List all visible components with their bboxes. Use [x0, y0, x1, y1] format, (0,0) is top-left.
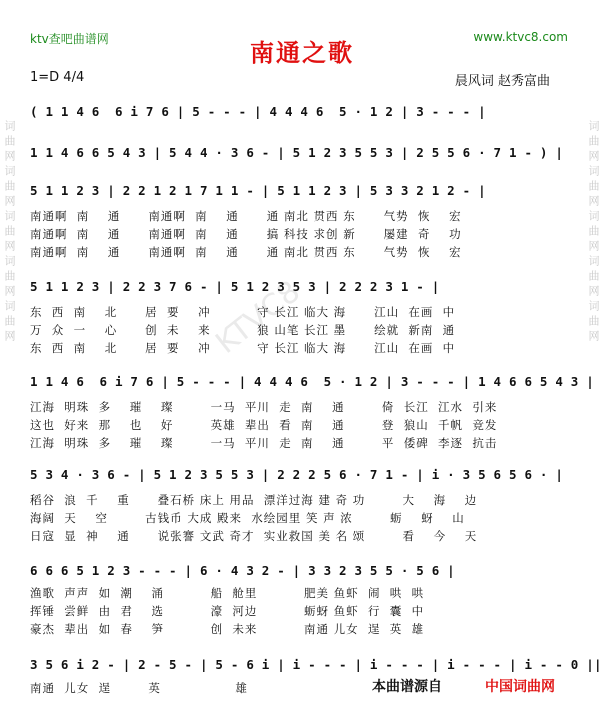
- lyric-line: 南通啊 南 通 南通啊 南 通 通 南北 贯西 东 气势 恢 宏: [30, 209, 462, 223]
- lyric-line: 东 西 南 北 居 要 冲 守 长江 临大 海 江山 在画 中: [30, 305, 456, 319]
- site-name-left[interactable]: ktv查吧曲谱网: [30, 32, 109, 46]
- lyric-line: 南通啊 南 通 南通啊 南 通 搞 科技 求创 新 屡建 奇 功: [30, 227, 462, 241]
- lyric-line: 稻谷 浪 千 重 叠石桥 床上 用品 漂洋过海 建 奇 功 大 海 边: [30, 493, 478, 507]
- lyric-line: 挥锤 尝鲜 由 君 选 濠 河边 蛎蚜 鱼虾 行 囊 中: [30, 604, 425, 618]
- lyric-line: 万 众 一 心 创 未 来 狼 山笔 长江 墨 绘就 新南 通: [30, 323, 456, 337]
- notation-line-1: ( 1 1 4 6 6 i 7 6 | 5 - - - | 4 4 4 6 5 · 1 2 | 3 - - - |: [30, 104, 486, 119]
- center-watermark: KTVC8: [209, 274, 307, 361]
- credits: 晨风词 赵秀富曲: [454, 74, 550, 89]
- side-watermark-left: 词曲网词曲网词曲网词曲网词曲网: [3, 120, 16, 345]
- lyric-line: 东 西 南 北 居 要 冲 守 长江 临大 海 江山 在画 中: [30, 341, 456, 355]
- notation-line-6: 5 3 4 · 3 6 - | 5 1 2 3 5 5 3 | 2 2 2 5 6 · 7 1 - | i · 3 5 6 5 6 · |: [30, 467, 564, 482]
- side-watermark-right: 词曲网词曲网词曲网词曲网词曲网: [587, 120, 600, 345]
- footer-brand[interactable]: 中国词曲网: [485, 679, 555, 695]
- lyric-line: 南通啊 南 通 南通啊 南 通 通 南北 贯西 东 气势 恢 宏: [30, 245, 462, 259]
- notation-line-4: 5 1 1 2 3 | 2 2 3 7 6 - | 5 1 2 3 5 3 | 2 2 2 3 1 - |: [30, 279, 440, 294]
- song-title: 南通之歌: [250, 39, 354, 67]
- lyric-line: 南通 儿女 逞 英 雄: [30, 681, 248, 695]
- lyric-line: 渔歌 声声 如 潮 涌 船 舱里 肥美 鱼虾 闹 哄 哄: [30, 586, 425, 600]
- lyric-line: 这也 好来 那 也 好 英雄 辈出 看 南 通 登 狼山 千帆 竞发: [30, 418, 498, 432]
- notation-line-3: 5 1 1 2 3 | 2 2 1 2 1 7 1 1 - | 5 1 1 2 3 | 5 3 3 2 1 2 - |: [30, 183, 486, 198]
- lyric-line: 江海 明珠 多 璀 璨 一马 平川 走 南 通 平 倭碑 李逐 抗击: [30, 436, 498, 450]
- notation-line-5: 1 1 4 6 6 i 7 6 | 5 - - - | 4 4 4 6 5 · 1 2 | 3 - - - | 1 4 6 6 5 4 3 |: [30, 374, 594, 389]
- footer-source: 本曲谱源自: [372, 679, 442, 695]
- notation-line-7: 6 6 6 5 1 2 3 - - - | 6 · 4 3 2 - | 3 3 2 3 5 5 · 5 6 |: [30, 563, 455, 578]
- notation-line-8: 3 5 6 i 2 - | 2 - 5 - | 5 - 6 i | i - - - | i - - - | i - - - | i - - 0 ||: [30, 657, 602, 672]
- lyric-line: 豪杰 辈出 如 春 笋 创 未来 南通 儿女 逞 英 雄: [30, 622, 425, 636]
- lyric-line: 江海 明珠 多 璀 璨 一马 平川 走 南 通 倚 长江 江水 引来: [30, 400, 498, 414]
- lyric-line: 日寇 显 神 通 说张謇 文武 奇才 实业救国 美 名 颂 看 今 天: [30, 529, 478, 543]
- lyric-line: 海阔 天 空 古钱币 大成 殿来 水绘园里 笑 声 浓 蛎 蚜 山: [30, 511, 465, 525]
- notation-line-2: 1 1 4 6 6 5 4 3 | 5 4 4 · 3 6 - | 5 1 2 3 5 5 3 | 2 5 5 6 · 7 1 - ) |: [30, 145, 564, 160]
- key-signature: 1=D 4/4: [30, 70, 85, 85]
- site-url-right[interactable]: www.ktvc8.com: [473, 30, 568, 44]
